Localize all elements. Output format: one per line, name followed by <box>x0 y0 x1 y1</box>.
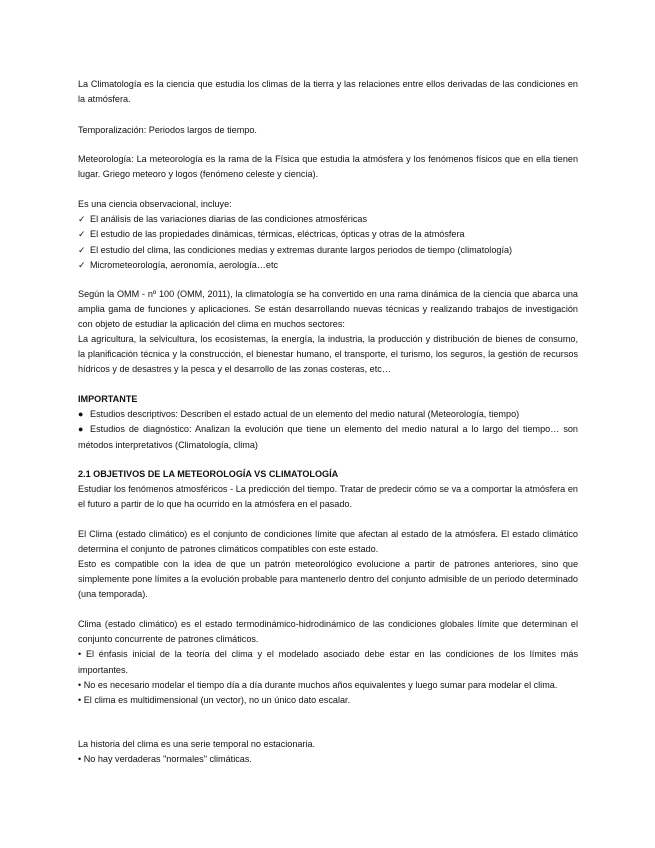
list-item: • El énfasis inicial de la teoría del clima y el modelado asociado debe estar en las condiciones de los límites más importantes. <box>78 649 578 675</box>
bullet-icon: ● <box>78 409 84 420</box>
observational-list <box>78 212 578 273</box>
observational-section <box>78 197 578 273</box>
list-item: ✓ El estudio de las propiedades dinámicas, térmicas, eléctricas, ópticas y otras de la atmósfera <box>78 227 578 242</box>
history-list <box>78 752 578 767</box>
objectives-heading: 2.1 OBJETIVOS DE LA METEOROLOGÍA VS CLIMATOLOGÍA <box>78 469 339 479</box>
important-section <box>78 392 578 453</box>
climate-state-paragraph-1: El Clima (estado climático) es el conjunto de condiciones límite que afectan al estado de la atmósfera. El estado climático determina el conjunto de patrones climáticos compatibles con este estado. <box>78 529 578 555</box>
climate-state-paragraph-3: Clima (estado climático) es el estado termodinámico-hidrodinámico de las condiciones globales límite que determinan el conjunto concurrente de patrones climáticos. <box>78 619 578 645</box>
list-item: • El clima es multidimensional (un vector), no un único dato escalar. <box>78 695 351 706</box>
list-item: ● Estudios de diagnóstico: Analizan la evolución que tiene un elemento del medio natural a lo largo del tiempo… son métodos interpretativos (Climatología, clima) <box>78 424 578 450</box>
checkmark-icon: ✓ <box>78 229 86 240</box>
observational-heading: Es una ciencia observacional, incluye: <box>78 199 232 209</box>
important-list <box>78 407 578 453</box>
list-item: ✓ El estudio del clima, las condiciones medias y extremas durante largos periodos de tiempo (climatología) <box>78 243 578 258</box>
list-item: ● Estudios descriptivos: Describen el estado actual de un elemento del medio natural (Meteorología, tiempo) <box>78 407 578 422</box>
bullet-icon: • <box>78 679 82 690</box>
objectives-section <box>78 467 578 513</box>
sectors-paragraph: La agricultura, la selvicultura, los ecosistemas, la energía, la industria, la producción y distribución de bienes de consumo, la planificación técnica y la construcción, el bienestar humano, el transporte, el turismo, los seguros, la gestión de recursos hídricos y de desastres y la pesca y el desarrollo de las zonas costeras, etc… <box>78 334 578 375</box>
checkmark-icon: ✓ <box>78 244 86 255</box>
history-line: La historia del clima es una serie temporal no estacionaria. <box>78 739 316 749</box>
important-heading: IMPORTANTE <box>78 394 138 404</box>
list-item: ✓ El análisis de las variaciones diarias de las condiciones atmosféricas <box>78 212 578 227</box>
omm-paragraph: Según la OMM - nº 100 (OMM, 2011), la climatología se ha convertido en una rama dinámica de la ciencia que abarca una amplia gama de funciones y aplicaciones. Se están desarrollando nuevas técnicas y realizando trabajos de investigación con objeto de estudiar la aplicación del clima en muchos sectores: <box>78 289 578 330</box>
objectives-paragraph: Estudiar los fenómenos atmosféricos - La predicción del tiempo. Tratar de predecir cómo se va a comportar la atmósfera en el futuro a partir de lo que ha ocurrido en la atmósfera en el pasado. <box>78 484 578 510</box>
checkmark-icon: ✓ <box>78 214 86 225</box>
bullet-icon: • <box>78 649 82 660</box>
temporalization-line: Temporalización: Periodos largos de tiempo. <box>78 125 257 135</box>
climate-state-paragraph-2: Esto es compatible con la idea de que un patrón meteorológico evolucione a partir de patrones anteriores, sino que simplemente pone límites a la evolución probable para mantenerlo dentro del conjunto admisible de un periodo determinado (una temporada). <box>78 559 578 600</box>
bullet-icon: • <box>78 695 82 706</box>
list-item: • No es necesario modelar el tiempo día a día durante muchos años equivalentes y luego sumar para modelar el clima. <box>78 679 558 690</box>
history-section <box>78 737 578 767</box>
meteorology-paragraph: Meteorología: La meteorología es la rama de la Física que estudia la atmósfera y los fenómenos físicos que en ella tienen lugar. Griego meteoro y logos (fenómeno celeste y ciencia). <box>78 154 578 180</box>
bullet-icon: • <box>78 754 82 765</box>
list-item: ✓ Micrometeorología, aeronomía, aerología…etc <box>78 258 578 273</box>
definition-paragraph: La Climatología es la ciencia que estudia los climas de la tierra y las relaciones entre ellos derivadas de las condiciones en la atmósfera. <box>78 79 578 105</box>
climate-definition-section <box>78 617 578 708</box>
climate-bullet-list <box>78 647 578 708</box>
checkmark-icon: ✓ <box>78 259 86 270</box>
list-item: • No hay verdaderas "normales" climáticas. <box>78 754 252 765</box>
bullet-icon: ● <box>78 424 84 435</box>
